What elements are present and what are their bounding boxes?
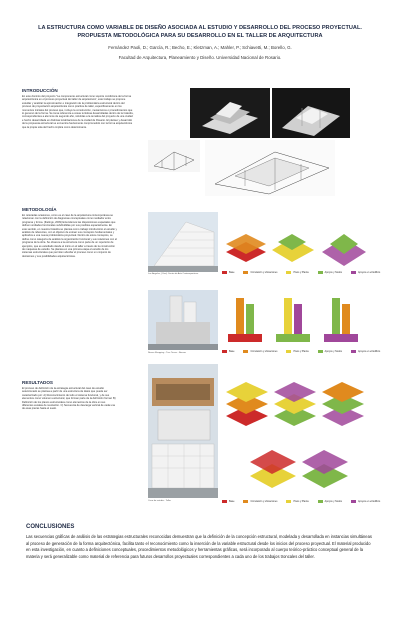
intro-heading: INTRODUCCIÓN <box>22 88 58 93</box>
legend-swatch <box>286 500 291 503</box>
legend-item <box>222 350 234 353</box>
structure-drawing-2 <box>205 140 335 196</box>
legend-label: Apoyos y Nodos <box>324 350 343 353</box>
authors-line: Fernández Paoli, D.; García, R.; Becho, E.; Kletzman, A.; Mahler, P.; Schiavetti, M.; Borello, G. <box>108 45 292 50</box>
legend-row-3 <box>222 500 389 503</box>
legend-item <box>243 350 277 353</box>
legend-label: Apoyos en el Edificio <box>358 350 381 353</box>
poster-title-line2: PROPUESTA METODOLÓGICA PARA SU DESARROLLO EN EL TALLER DE ARQUITECTURA <box>77 33 323 39</box>
legend-label: Pisos y Planta <box>293 500 309 503</box>
figure-caption-3: Caso de estudio - Taller <box>148 500 171 502</box>
legend-row-1 <box>222 271 389 274</box>
building-photo-2 <box>148 290 218 350</box>
legend-label: Circulación y ubicaciones <box>250 500 278 503</box>
conclusions-heading: CONCLUSIONES <box>26 524 75 530</box>
legend-item <box>286 500 308 503</box>
legend-item <box>318 500 342 503</box>
legend-swatch <box>351 350 356 353</box>
method-heading: METODOLOGÍA <box>22 207 57 212</box>
legend-item <box>243 500 277 503</box>
legend-swatch <box>318 500 323 503</box>
legend-label: Apoyos en el Edificio <box>358 271 381 274</box>
model-photo-2 <box>272 88 350 138</box>
legend-item <box>222 500 234 503</box>
legend-label: Pisos y Planta <box>293 350 309 353</box>
legend-label: Apoyos y Nodos <box>324 271 343 274</box>
legend-swatch <box>243 500 248 503</box>
legend-label: Base <box>229 350 235 353</box>
legend-swatch <box>222 350 227 353</box>
legend-label: Apoyos y Nodos <box>324 500 343 503</box>
legend-item <box>243 271 277 274</box>
legend-label: Circulación y ubicaciones <box>250 271 278 274</box>
results-heading: RESULTADOS <box>22 380 53 385</box>
legend-label: Base <box>229 500 235 503</box>
legend-item <box>286 350 308 353</box>
results-text: El proceso de definición de la estrategia estructural del caso de estudio seleccionado se plantea a partir de una estructura de datos que puede ser caracterizado por: A) Reconocimiento de todo el sistema funcional, y de sus elementos como volumen estructural, que forman parte de la definición formal. B) Definición de los planos estructurales como elementos de la obra en sus diferentes escalas de resolución. C) Secuencia de descarga vertical de cada una de esas piezas hasta el suelo. <box>22 387 116 411</box>
legend-item <box>351 500 380 503</box>
legend-row-2 <box>222 350 389 353</box>
model-photo-1 <box>190 88 270 138</box>
intro-text: En este dominio del proyecto "La componente estructural como soporte condiciona de la forma arquitectónica en el proceso proyectual del taller de arquitectura", este trabajo se propone estudiar y analizar la aproximación e integración de la problemática estructural dentro del proceso de proyectación arquitectónica como práctica de taller, especificamente en los momentos iniciales del proceso que, incluye la construcción, mecanismos o procedimientos que lo generan de la forma. Se toma referencia a cosas turísticas desarrolladas dentro de la Cátedra, correspondientes a alumnos de segundo año, referidas a la temática del proyecto de una ciudad e hecho desarrollada en distintas localizaciones de la ciudad de Rosario. El planteo y desarrollo de la propuesta estructural se encuentra fuertemente comprometido con la forma arquitectónica que la propia sola del hecho implica como determinante. <box>22 95 134 129</box>
poster-title-line1: LA ESTRUCTURA COMO VARIABLE DE DISEÑO ASOCIADA AL ESTUDIO Y DESARROLLO DEL PROCESO PROYECTUAL. <box>38 25 362 31</box>
legend-swatch <box>351 271 356 274</box>
building-photo-1 <box>148 212 218 272</box>
legend-swatch <box>286 350 291 353</box>
legend-swatch <box>243 350 248 353</box>
diagram-row-3 <box>222 366 372 498</box>
legend-item <box>351 271 380 274</box>
legend-item <box>222 271 234 274</box>
legend-item <box>318 350 342 353</box>
poster-header <box>0 24 400 61</box>
legend-label: Base <box>229 271 235 274</box>
legend-label: Circulación y ubicaciones <box>250 350 278 353</box>
legend-swatch <box>222 500 227 503</box>
legend-swatch <box>351 500 356 503</box>
diagram-row-2 <box>222 290 372 348</box>
legend-item <box>351 350 380 353</box>
method-text: En reiteradas ocasiones, como es el caso de la arquitectura contemporánea se relacionan con la definición de diagramas conceptuales como mediador entre programa y forma. (Ibelings, 2009) Entendemos las disposiciones espaciales que definen unidades funcionales subdivididas por sus posibles espacialmente. En este sentido, en nuestra Cátedra se plantea como trabajo introductorio el estudio y análisis de referentes, con el objetivo de extraer sus conceptos fundamentales y aplicarlos a una nueva problemática proyectual. Dentro de estos conceptos, se define como categoría de análisis la organización funcional y sus relaciones con el programa de la obra. Se observa a la estructura como parte de un repertorio de ejemplos, que es estudiado desde el inicio en el taller a través de la construcción de maquetas de estudio. Se plantea en una primera etapa el estudio de los sistemas estructurales que permiten abordar el proceso como un conjunto de decisiones y sus posibilidades arquitectónicas. <box>22 214 117 258</box>
legend-label: Apoyos en el Edificio <box>358 500 381 503</box>
legend-item <box>286 271 308 274</box>
legend-swatch <box>286 271 291 274</box>
figure-caption-2: Nuevo Shopping - Tres Torres - Berazo <box>148 352 186 354</box>
figure-caption-1: Los Ángeles, (Cine) Centro de Arte Contemporáneo <box>148 273 199 275</box>
legend-item <box>318 271 342 274</box>
legend-swatch <box>243 271 248 274</box>
structure-drawing-1 <box>148 140 200 172</box>
legend-label: Pisos y Planta <box>293 271 309 274</box>
legend-swatch <box>318 271 323 274</box>
legend-swatch <box>222 271 227 274</box>
faculty-line: Facultad de Arquitectura, Planeamiento y Diseño. Universidad Nacional de Rosario. <box>118 55 282 60</box>
diagram-row-1 <box>222 214 372 270</box>
conclusions-text: Las secuencias gráficas de análisis de las estrategias estructurales reconocidas demuestran que la definición de la concepción estructural, modelada y desarrollada en instancias simultáneas al proceso de generación de la forma arquitectónica, facilita tanto el reconocimiento como la inserción de la variable estructural desde los inicios del proceso proyectual. El material producido en esta investigación, en cuanto a definiciones conceptuales, procedimientos metodológicos y herramientas gráficas, será incorporado al cuerpo teórico-práctico conceptual general de la materia y será generalizable como material de referencia para futuros desarrollos proyectuales correspondientes a cada uno de los trabajos troncales del taller. <box>26 534 372 559</box>
building-photo-3 <box>148 364 218 498</box>
legend-swatch <box>318 350 323 353</box>
